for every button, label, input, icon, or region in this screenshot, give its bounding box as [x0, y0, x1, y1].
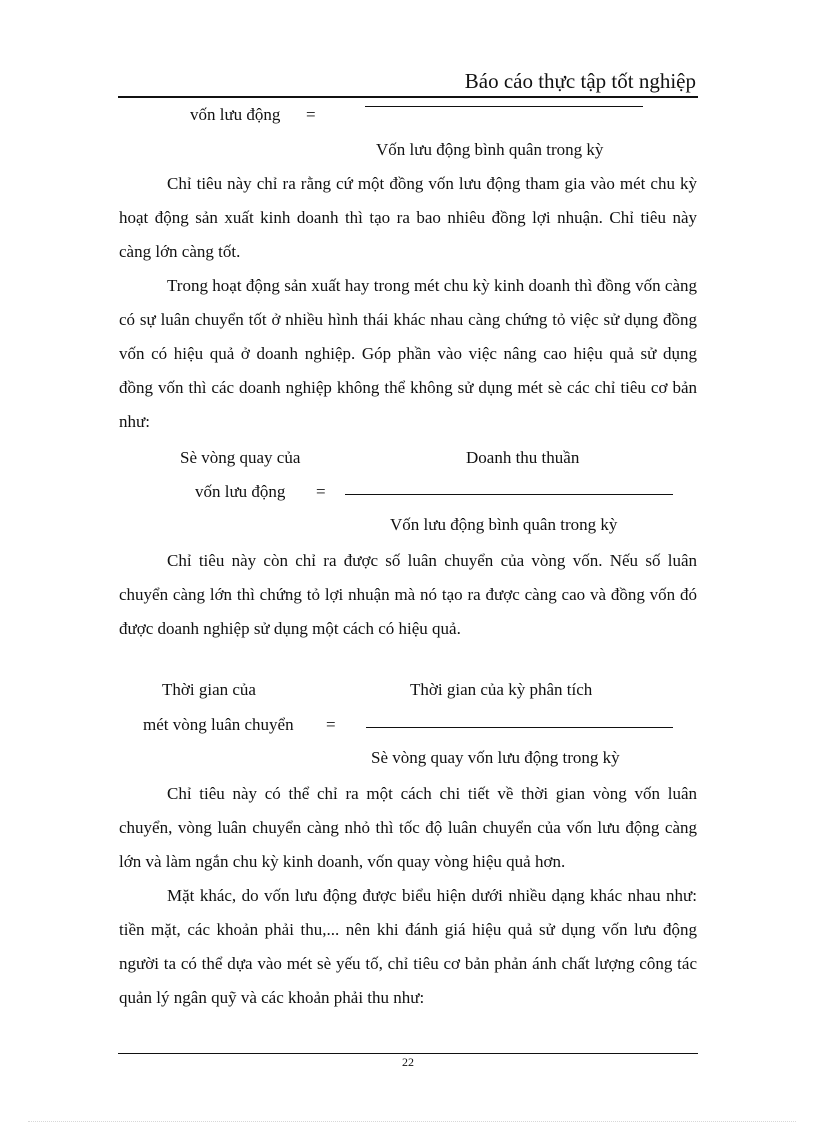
formula-duration-numerator: Thời gian của kỳ phân tích: [410, 680, 593, 699]
paragraph-1: Chỉ tiêu này chỉ ra rằng cứ một đồng vốn lưu động tham gia vào mét chu kỳ hoạt động sản xuất kinh doanh thì tạo ra bao nhiêu đồng lợi nhuận. Chỉ tiêu này càng lớn càng tốt.: [119, 174, 697, 261]
formula-turnover-lhs-line1: Sè vòng quay của: [180, 448, 301, 467]
page-number: 22: [402, 1055, 414, 1069]
formula-duration-equals: =: [326, 715, 336, 734]
formula-top-fraction-line: [365, 106, 643, 107]
formula-turnover-fraction-line: [345, 494, 673, 495]
formula-top-equals: =: [306, 105, 316, 124]
formula-turnover-denominator: Vốn lưu động bình quân trong kỳ: [390, 515, 618, 534]
page-bottom-edge: [28, 1121, 796, 1122]
formula-turnover-numerator: Doanh thu thuần: [466, 448, 580, 467]
formula-top-denominator: Vốn lưu động bình quân trong kỳ: [376, 140, 604, 159]
paragraph-4: Chỉ tiêu này có thể chỉ ra một cách chi tiết về thời gian vòng vốn luân chuyển, vòng luân chuyển càng nhỏ thì tốc độ luân chuyển của vốn lưu động càng lớn và làm ngắn chu kỳ kinh doanh, vốn quay vòng hiệu quả hơn.: [119, 784, 697, 871]
footer-divider: [118, 1053, 698, 1054]
paragraph-2: Trong hoạt động sản xuất hay trong mét chu kỳ kinh doanh thì đồng vốn càng có sự luân chuyển tốt ở nhiều hình thái khác nhau càng chứng tỏ việc sử dụng đồng vốn có hiệu quả ở doanh nghiệp. Góp phần vào việc nâng cao hiệu quả sử dụng đồng vốn thì các doanh nghiệp không thể không sử dụng mét sè các chỉ tiêu cơ bản như:: [119, 276, 697, 431]
paragraph-5: Mặt khác, do vốn lưu động được biểu hiện dưới nhiều dạng khác nhau như: tiền mặt, các khoản phải thu,... nên khi đánh giá hiệu quả sử dụng vốn lưu động người ta có thể dựa vào mét sè yếu tố, chỉ tiêu cơ bản phản ánh chất lượng công tác quản lý ngân quỹ và các khoản phải thu như:: [119, 886, 697, 1007]
paragraph-3: Chỉ tiêu này còn chỉ ra được số luân chuyển của vòng vốn. Nếu số luân chuyển càng lớn thì chứng tỏ lợi nhuận mà nó tạo ra được càng cao và đồng vốn đó được doanh nghiệp sử dụng một cách có hiệu quả.: [119, 551, 697, 638]
formula-turnover-equals: =: [316, 482, 326, 501]
formula-duration-lhs-line1: Thời gian của: [162, 680, 256, 699]
formula-duration-denominator: Sè vòng quay vốn lưu động trong kỳ: [371, 748, 620, 767]
formula-duration-lhs-line2: mét vòng luân chuyển: [143, 715, 294, 734]
header-divider: [118, 96, 698, 98]
header-title: Báo cáo thực tập tốt nghiệp: [464, 69, 696, 93]
formula-turnover-lhs-line2: vốn lưu động: [195, 482, 286, 501]
formula-duration-fraction-line: [366, 727, 673, 728]
formula-top-lhs: vốn lưu động: [190, 105, 281, 124]
